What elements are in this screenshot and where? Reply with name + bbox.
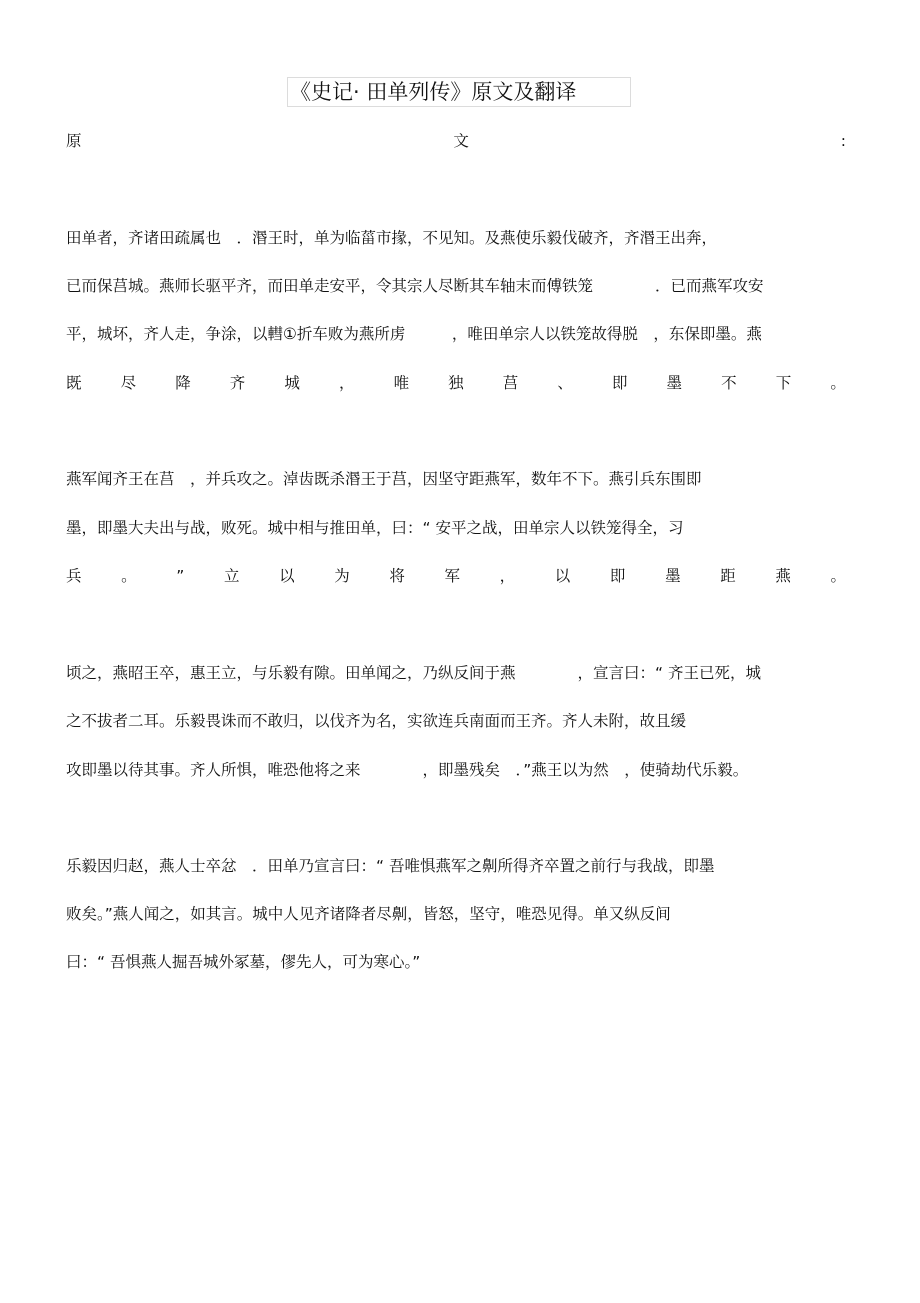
- page-title: 《史记· 田单列传》原文及翻译: [287, 77, 631, 107]
- text-char: 尽: [120, 374, 137, 392]
- paragraph-2-line-1: 燕军闻齐王在莒 ，并兵攻之。淖齿既杀湣王于莒，因坚守距燕军，数年不下。燕引兵东围即: [66, 470, 702, 488]
- text-char: 立: [223, 567, 240, 585]
- text-char: 即: [611, 374, 628, 392]
- text-char: 将: [389, 567, 405, 585]
- text-char: 既: [66, 374, 82, 392]
- text-char: 城: [284, 374, 300, 392]
- text-char: 、: [557, 374, 573, 392]
- text-char: 莒: [502, 374, 519, 392]
- text-char: 唯: [393, 374, 410, 392]
- heading-char: 文: [453, 132, 469, 150]
- section-heading: [66, 131, 846, 151]
- paragraph-3-line-3: 攻即墨以待其事。齐人所惧，唯恐他将之来 ，即墨残矣 ．”燕王以为然 ，使骑劫代乐毅。: [66, 761, 749, 779]
- text-char: 墨: [666, 374, 683, 392]
- text-char: 燕: [775, 567, 791, 585]
- paragraph-1-line-3: 平，城坏，齐人走，争涂，以轊①折车败为燕所虏 ，唯田单宗人以铁笼故得脱 ，东保即墨。燕: [66, 325, 762, 343]
- text-char: ，: [499, 567, 516, 585]
- text-char: 墨: [665, 567, 681, 585]
- paragraph-1-line-4: [66, 373, 846, 393]
- heading-char: 原: [66, 132, 82, 150]
- paragraph-3-line-1: 顷之，燕昭王卒，惠王立，与乐毅有隙。田单闻之，乃纵反间于燕 ，宣言曰：“ 齐王已死，城: [66, 664, 761, 682]
- text-char: 距: [720, 567, 736, 585]
- text-char: 不: [721, 374, 737, 392]
- text-char: 。: [121, 567, 137, 585]
- text-char: 即: [609, 567, 626, 585]
- paragraph-3-line-2: 之不拔者二耳。乐毅畏诛而不敢归，以伐齐为名，实欲连兵南面而王齐。齐人未附，故且缓: [66, 712, 687, 730]
- text-char: 以: [279, 567, 295, 585]
- text-char: 下: [775, 374, 792, 392]
- paragraph-2-line-3: [66, 566, 846, 586]
- text-char: 兵: [66, 567, 82, 585]
- text-char: 以: [554, 567, 571, 585]
- paragraph-2-line-2: 墨，即墨大夫出与战，败死。城中相与推田单，曰：“ 安平之战，田单宗人以铁笼得全，习: [66, 519, 684, 537]
- text-char: 独: [448, 374, 464, 392]
- paragraph-1-line-1: 田单者，齐诸田疏属也 ．湣王时，单为临菑市掾，不见知。及燕使乐毅伐破齐，齐湣王出奔，: [66, 229, 718, 247]
- text-char: ”: [176, 567, 185, 585]
- text-char: 齐: [229, 374, 246, 392]
- paragraph-1-line-2: 已而保莒城。燕师长驱平齐，而田单走安平，令其宗人尽断其车轴末而傅铁笼 ．已而燕军攻安: [66, 277, 764, 295]
- text-char: ，: [338, 374, 355, 392]
- paragraph-4-line-2: 败矣。”燕人闻之，如其言。城中人见齐诸降者尽劓，皆怒，坚守，唯恐见得。单又纵反间: [66, 905, 671, 923]
- text-char: 为: [334, 567, 350, 585]
- heading-char: :: [840, 132, 846, 150]
- paragraph-4-line-1: 乐毅因归赵，燕人士卒忿 ．田单乃宣言曰：“ 吾唯惧燕军之劓所得齐卒置之前行与我战，即墨: [66, 857, 715, 875]
- paragraph-4-line-3: 曰：“ 吾惧燕人掘吾城外冢墓，僇先人，可为寒心。”: [66, 953, 421, 971]
- text-char: 。: [830, 374, 846, 392]
- text-char: 军: [444, 567, 461, 585]
- text-char: 。: [830, 567, 846, 585]
- text-char: 降: [175, 374, 191, 392]
